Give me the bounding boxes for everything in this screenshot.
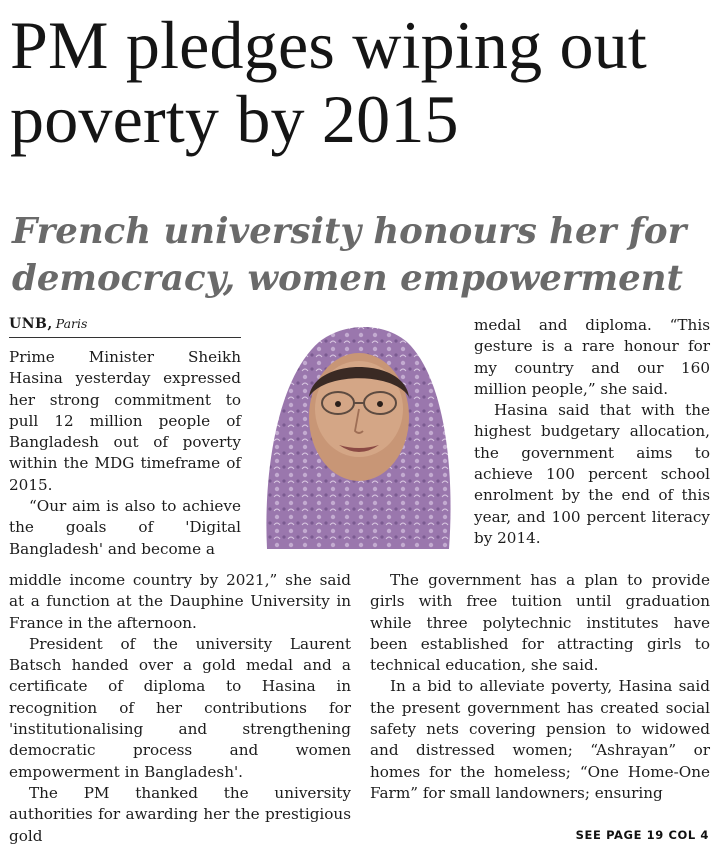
- prime-minister-photo: [259, 317, 458, 549]
- paragraph-2-part-2: middle income country by 2021,” she said at a function at the Dauphine University in France in the afternoon.: [9, 571, 351, 632]
- paragraph-4-part-2: medal and diploma. “This gesture is a rare honour for my country and our 160 million people,” she said.: [474, 316, 710, 398]
- article-column-left-top: [9, 347, 241, 560]
- paragraph-2-part-1: “Our aim is also to achieve the goals of 'Digital Bangladesh' and become a: [9, 497, 241, 558]
- headline: PM pledges wiping out poverty by 2015: [10, 7, 647, 157]
- byline-place: Paris: [55, 316, 88, 331]
- continued-on-page-link[interactable]: SEE PAGE 19 COL 4: [575, 828, 709, 842]
- paragraph-6: The government has a plan to provide girls with free tuition until graduation while three polytechnic institutes have been established for attracting girls to technical education, she said.: [370, 571, 710, 675]
- article-column-right-bottom: [370, 570, 710, 804]
- byline: [9, 314, 241, 338]
- subheadline: French university honours her for democracy, women empowerment: [12, 211, 687, 299]
- paragraph-4-part-1: The PM thanked the university authorities for awarding her the prestigious gold: [9, 783, 351, 845]
- byline-agency: UNB,: [9, 316, 53, 332]
- paragraph-7: In a bid to alleviate poverty, Hasina said the present government has created social safety nets covering pension to widowed and distressed women; “Ashrayan” or homes for the homeless; “One Home-One Farm” for small landowners; ensuring: [370, 677, 710, 802]
- paragraph-5: Hasina said that with the highest budgetary allocation, the government aims to achieve 100 percent school enrolment by the end of this year, and 100 percent literacy by 2014.: [474, 401, 710, 547]
- article-column-left-bottom: [9, 570, 351, 847]
- paragraph-3: President of the university Laurent Batsch handed over a gold medal and a certificate of diploma to Hasina in recognition of her contributions for 'institutionalising and strengthening democratic process and women empowerment in Bangladesh'.: [9, 634, 351, 781]
- paragraph-1: Prime Minister Sheikh Hasina yesterday expressed her strong commitment to pull 12 million people of Bangladesh out of poverty within the MDG timeframe of 2015.: [9, 348, 241, 494]
- article-column-right-top: [474, 315, 710, 549]
